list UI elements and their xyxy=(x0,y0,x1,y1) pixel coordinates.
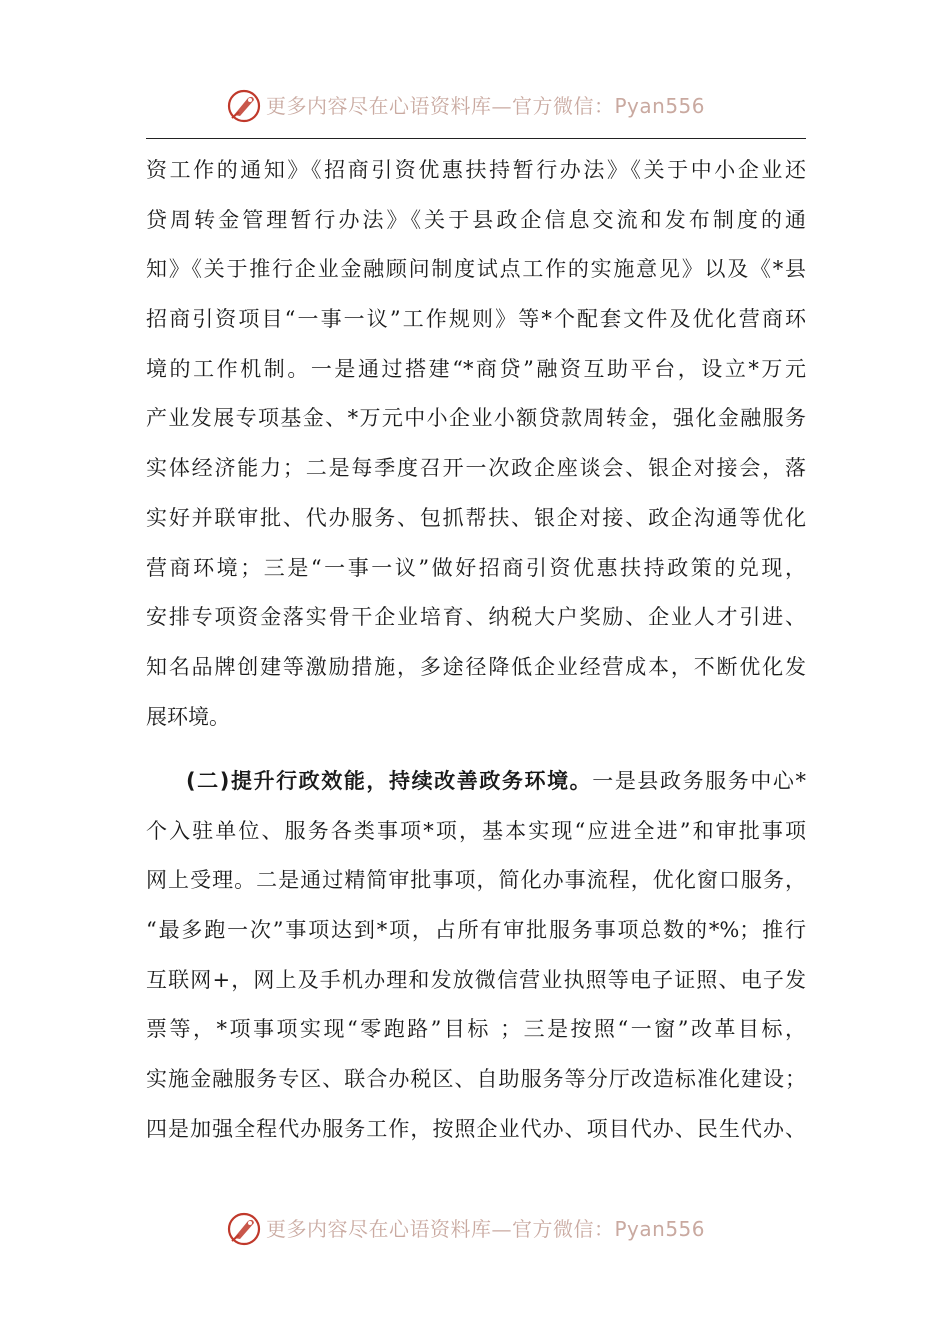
footer-wechat-id: Pyan556 xyxy=(614,1217,706,1241)
paragraph-line: 互联网+，网上及手机办理和发放微信营业执照等电子证照、电子发 xyxy=(146,967,806,992)
paragraph-line: 票等，*项事项实现“零跑路”目标 ；三是按照“一窗”改革目标， xyxy=(146,1017,806,1042)
paragraph-line: 产业发展专项基金、*万元中小企业小额贷款周转金，强化金融服务 xyxy=(146,406,806,431)
paragraph-line: 实施金融服务专区、联合办税区、自助服务等分厅改造标准化建设； xyxy=(146,1067,806,1092)
section-heading: (二)提升行政效能，持续改善政务环境。 xyxy=(186,769,593,793)
paragraph-line: 个入驻单位、服务各类事项*项，基本实现“应进全进”和审批事项 xyxy=(146,818,806,843)
footer-banner-text xyxy=(266,1209,705,1249)
quill-logo-icon xyxy=(226,88,262,124)
paragraph-line: 境的工作机制。一是通过搭建“*商贷”融资互助平台，设立*万元 xyxy=(146,356,806,381)
paragraph-2 xyxy=(146,757,806,1155)
paragraph-line: 知名品牌创建等激励措施，多途径降低企业经营成本，不断优化发 xyxy=(146,654,806,679)
paragraph-line: 实好并联审批、代办服务、包抓帮扶、银企对接、政企沟通等优化 xyxy=(146,505,806,530)
header-banner xyxy=(0,86,950,126)
footer-banner-cn: 更多内容尽在心语资料库—官方微信： xyxy=(266,1217,615,1241)
footer-banner xyxy=(0,1209,950,1249)
paragraph-line: 知》《关于推行企业金融顾问制度试点工作的实施意见》以及《*县 xyxy=(146,257,806,282)
paragraph-line: 实体经济能力；二是每季度召开一次政企座谈会、银企对接会，落 xyxy=(146,456,806,481)
paragraph-line: 营商环境；三是“一事一议”做好招商引资优惠扶持政策的兑现， xyxy=(146,555,806,580)
paragraph-line: 四是加强全程代办服务工作，按照企业代办、项目代办、民生代办、 xyxy=(146,1116,806,1141)
header-divider xyxy=(146,138,806,139)
header-wechat-id: Pyan556 xyxy=(614,94,706,118)
paragraph-line: 安排专项资金落实骨干企业培育、纳税大户奖励、企业人才引进、 xyxy=(146,605,806,630)
paragraph-line: 网上受理。二是通过精简审批事项，简化办事流程，优化窗口服务， xyxy=(146,868,806,893)
paragraph-line: 展环境。 xyxy=(146,704,230,729)
header-banner-text xyxy=(266,86,705,126)
paragraph-text: 一是县政务服务中心* xyxy=(592,769,807,793)
paragraph-1 xyxy=(146,146,806,742)
footer-banner-content xyxy=(226,1209,726,1249)
paragraph-line: 贷周转金管理暂行办法》《关于县政企信息交流和发布制度的通 xyxy=(146,207,806,232)
quill-logo-icon xyxy=(226,1211,262,1247)
paragraph-first-line xyxy=(146,757,806,807)
header-banner-cn: 更多内容尽在心语资料库—官方微信： xyxy=(266,94,615,118)
header-banner-content xyxy=(226,86,726,126)
paragraph-line: 资工作的通知》《招商引资优惠扶持暂行办法》《关于中小企业还 xyxy=(146,158,806,182)
paragraph-line: 招商引资项目“一事一议”工作规则》等*个配套文件及优化营商环 xyxy=(146,307,806,332)
paragraph-line: “最多跑一次”事项达到*项，占所有审批服务事项总数的*%；推行 xyxy=(146,918,806,943)
